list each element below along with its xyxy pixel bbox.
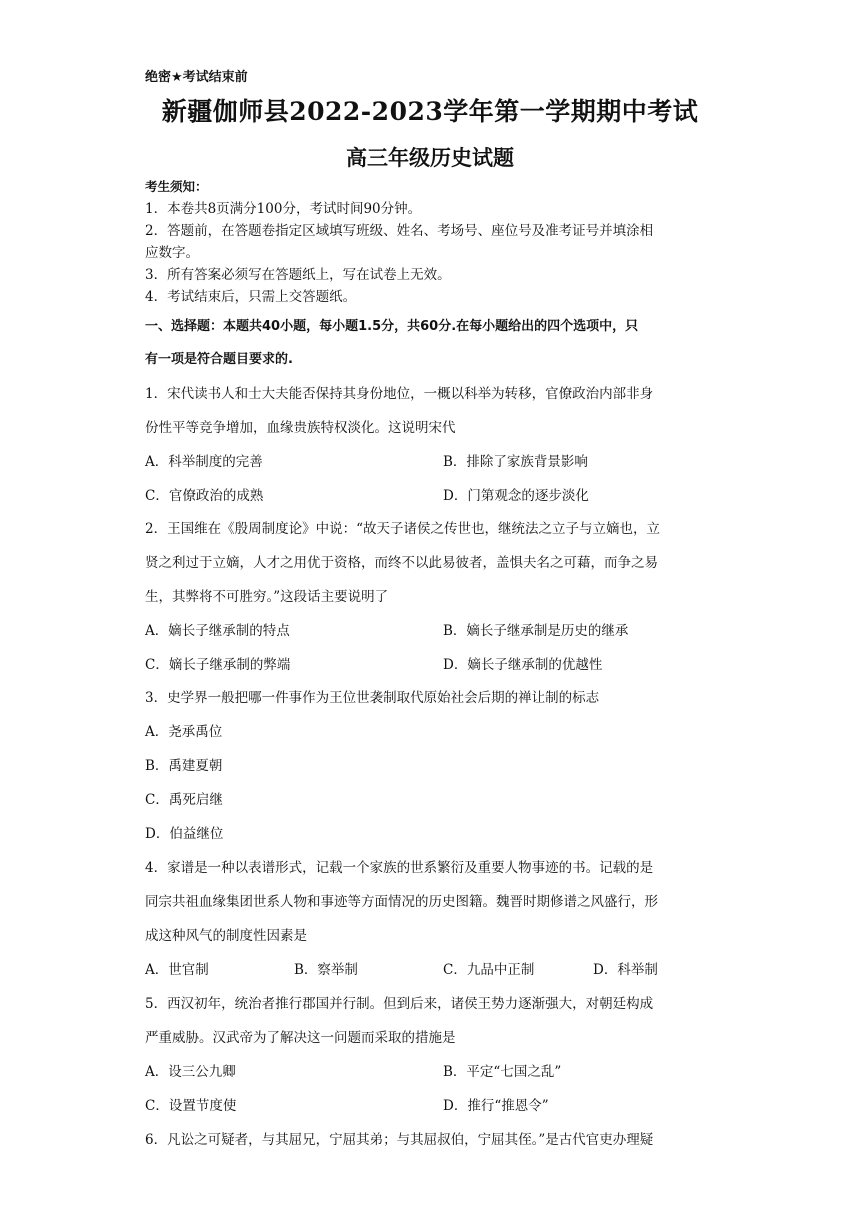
q4-option-a: A．世官制 [145,962,209,978]
section-heading: 一、选择题：本题共40小题，每小题1.5分，共60分.在每小题给出的四个选项中，只 [145,319,639,334]
q5-option-d: D．推行“推恩令” [443,1098,549,1114]
question-2-stem: 2．王国维在《殷周制度论》中说：“故天子诸侯之传世也，继统法之立子与立嫡也，立 [145,521,660,537]
question-1-stem-cont: 份性平等竞争增加，血缘贵族特权淡化。这说明宋代 [145,420,456,436]
q5-option-a: A．设三公九卿 [145,1064,236,1080]
q4-option-c: C．九品中正制 [443,962,535,978]
note-item: 2．答题前，在答题卷指定区域填写班级、姓名、考场号、座位号及准考证号并填涂相 [145,223,654,239]
q1-option-b: B．排除了家族背景影响 [443,454,588,470]
q5-option-c: C．设置节度使 [145,1098,237,1114]
q4-option-b: B．察举制 [294,962,358,978]
q3-option-d: D．伯益继位 [145,826,224,842]
q3-option-a: A．尧承禹位 [145,724,223,740]
question-2-stem-cont: 贤之利过于立嫡，人才之用优于资格，而终不以此易彼者，盖惧夫名之可藉，而争之易 [145,555,658,571]
question-6-stem: 6．凡讼之可疑者，与其屈兄，宁屈其弟；与其屈叔伯，宁屈其侄。”是古代官吏办理疑 [145,1132,654,1148]
q2-option-c: C．嫡长子继承制的弊端 [145,657,291,673]
exam-title: 新疆伽师县2022-2023学年第一学期期中考试 [161,97,699,126]
q4-option-d: D．科举制 [593,962,658,978]
question-4-stem: 4．家谱是一种以表谱形式，记载一个家族的世系繁衍及重要人物事迹的书。记载的是 [145,860,654,876]
question-5-stem-cont: 严重威胁。汉武帝为了解决这一问题而采取的措施是 [145,1030,456,1046]
note-item: 3．所有答案必须写在答题纸上，写在试卷上无效。 [145,267,451,283]
question-4-stem-cont: 成这种风气的制度性因素是 [145,928,307,944]
q2-option-b: B．嫡长子继承制是历史的继承 [443,623,629,639]
q2-option-d: D．嫡长子继承制的优越性 [443,657,603,673]
q1-option-d: D．门第观念的逐步淡化 [443,488,589,504]
section-heading-cont: 有一项是符合题目要求的. [145,352,293,367]
q3-option-b: B．禹建夏朝 [145,758,223,774]
question-1-stem: 1．宋代读书人和士大夫能否保持其身份地位，一概以科举为转移，官僚政治内部非身 [145,386,654,402]
q1-option-c: C．官僚政治的成熟 [145,488,264,504]
exam-subtitle: 高三年级历史试题 [346,145,514,170]
q3-option-c: C．禹死启继 [145,792,223,808]
note-item: 4．考试结束后，只需上交答题纸。 [145,289,357,305]
question-4-stem-cont: 同宗共祖血缘集团世系人物和事迹等方面情况的历史图籍。魏晋时期修谱之风盛行，形 [145,894,658,910]
notes-heading: 考生须知： [145,179,208,194]
q2-option-a: A．嫡长子继承制的特点 [145,623,290,639]
note-item: 应数字。 [145,245,199,261]
question-3-stem: 3．史学界一般把哪一件事作为王位世袭制取代原始社会后期的禅让制的标志 [145,690,600,706]
confidential-label: 绝密★考试结束前 [145,70,248,85]
question-5-stem: 5．西汉初年，统治者推行郡国并行制。但到后来，诸侯王势力逐渐强大，对朝廷构成 [145,996,654,1012]
q5-option-b: B．平定“七国之乱” [443,1064,562,1080]
q1-option-a: A．科举制度的完善 [145,454,263,470]
question-2-stem-cont: 生，其弊将不可胜穷。”这段话主要说明了 [145,589,389,605]
note-item: 1．本卷共8页满分100分，考试时间90分钟。 [145,201,422,217]
